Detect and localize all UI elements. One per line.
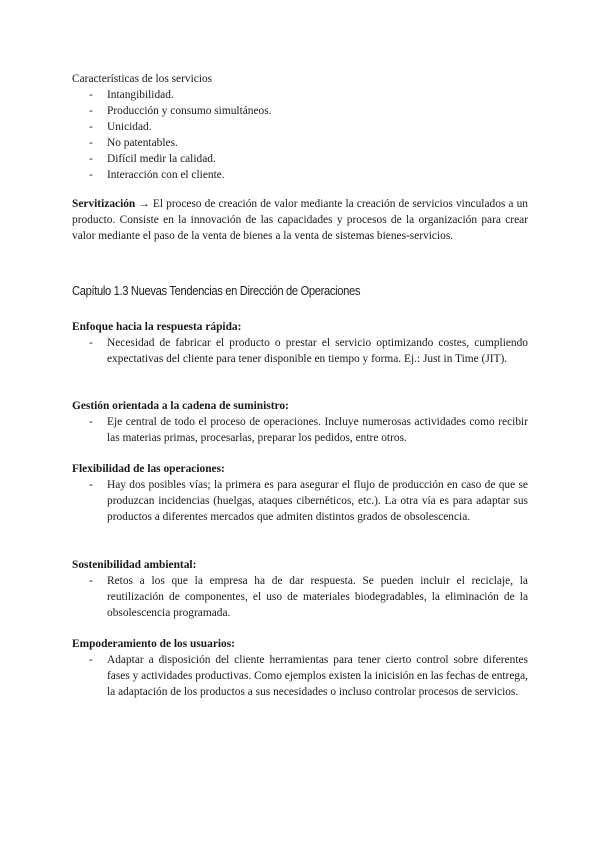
list-item (72, 477, 528, 525)
bullet-dash: - (89, 654, 93, 666)
bullet-dash: - (89, 153, 93, 165)
servitizacion-paragraph (72, 196, 528, 244)
section-list (72, 477, 528, 525)
bullet-dash: - (89, 575, 93, 587)
list-item-text: Producción y consumo simultáneos. (107, 105, 272, 117)
bullet-dash: - (89, 416, 93, 428)
list-item (72, 414, 528, 446)
servitizacion-text: El proceso de creación de valor mediante la creación de servicios vinculados a un producto. Consiste en la innovación de las capacidades y procesos de la organización para crear valor mediante el paso de la venta de bienes a la venta de sistemas bienes-servicios. (72, 198, 528, 242)
section-list (72, 652, 528, 700)
section-text: Retos a los que la empresa ha de dar respuesta. Se pueden incluir el reciclaje, la reutilización de componentes, el uso de materiales biodegradables, la eliminación de la obsolescencia programada. (107, 575, 528, 619)
chapter-heading: Capítulo 1.3 Nuevas Tendencias en Dirección de Operaciones (72, 283, 361, 298)
bullet-dash: - (89, 89, 93, 101)
list-item (72, 335, 528, 367)
section-title: Gestión orientada a la cadena de suministro: (72, 400, 289, 412)
bullet-dash: - (89, 121, 93, 133)
list-item (72, 135, 528, 151)
section-text: Eje central de todo el proceso de operaciones. Incluye numerosas actividades como recibir las materias primas, procesarlas, preparar los pedidos, entre otros. (107, 416, 528, 444)
bullet-dash: - (89, 169, 93, 181)
section-sostenibilidad (72, 557, 528, 621)
list-item-text: Difícil medir la calidad. (107, 153, 216, 165)
bullet-dash: - (89, 337, 93, 349)
section-list (72, 573, 528, 621)
section-empoderamiento (72, 636, 528, 700)
list-item (72, 87, 528, 103)
bullet-dash: - (89, 105, 93, 117)
list-item (72, 573, 528, 621)
list-item-text: Interacción con el cliente. (107, 169, 225, 181)
list-item (72, 652, 528, 700)
list-item-text: Intangibilidad. (107, 89, 174, 101)
section-list (72, 335, 528, 367)
servicios-section (72, 71, 528, 183)
section-flexibilidad (72, 461, 528, 525)
bullet-dash: - (89, 479, 93, 491)
section-title: Empoderamiento de los usuarios: (72, 638, 235, 650)
servicios-list (72, 87, 528, 183)
list-item (72, 119, 528, 135)
section-title: Sostenibilidad ambiental: (72, 559, 197, 571)
bullet-dash: - (89, 137, 93, 149)
section-text: Adaptar a disposición del cliente herramientas para tener cierto control sobre diferentes fases y actividades productivas. Como ejemplos existen la inicisión en las fechas de entrega, la adaptación de los productos a sus necesidades o incluso controlar procesos de servicios. (107, 654, 529, 698)
list-item (72, 167, 528, 183)
section-list (72, 414, 528, 446)
list-item-text: Unicidad. (107, 121, 152, 133)
servitizacion-term: Servitización (72, 198, 136, 210)
section-text: Hay dos posibles vías; la primera es para asegurar el flujo de producción en caso de que se produzcan incidencias (huelgas, ataques cibernéticos, etc.). La otra vía es para adaptar sus productos a diferentes mercados que admiten distintos grados de obsolescencia. (107, 479, 528, 523)
section-cadena-suministro (72, 398, 528, 446)
list-item-text: No patentables. (107, 137, 178, 149)
section-title: Enfoque hacia la respuesta rápida: (72, 321, 242, 333)
arrow-glyph: → (135, 198, 153, 210)
list-item (72, 151, 528, 167)
section-text: Necesidad de fabricar el producto o prestar el servicio optimizando costes, cumpliendo expectativas del cliente para tener disponible en tiempo y forma. Ej.: Just in Time (JIT). (107, 337, 528, 365)
servicios-title: Características de los servicios (72, 73, 213, 85)
section-respuesta-rapida (72, 319, 528, 367)
list-item (72, 103, 528, 119)
section-title: Flexibilidad de las operaciones: (72, 463, 225, 475)
